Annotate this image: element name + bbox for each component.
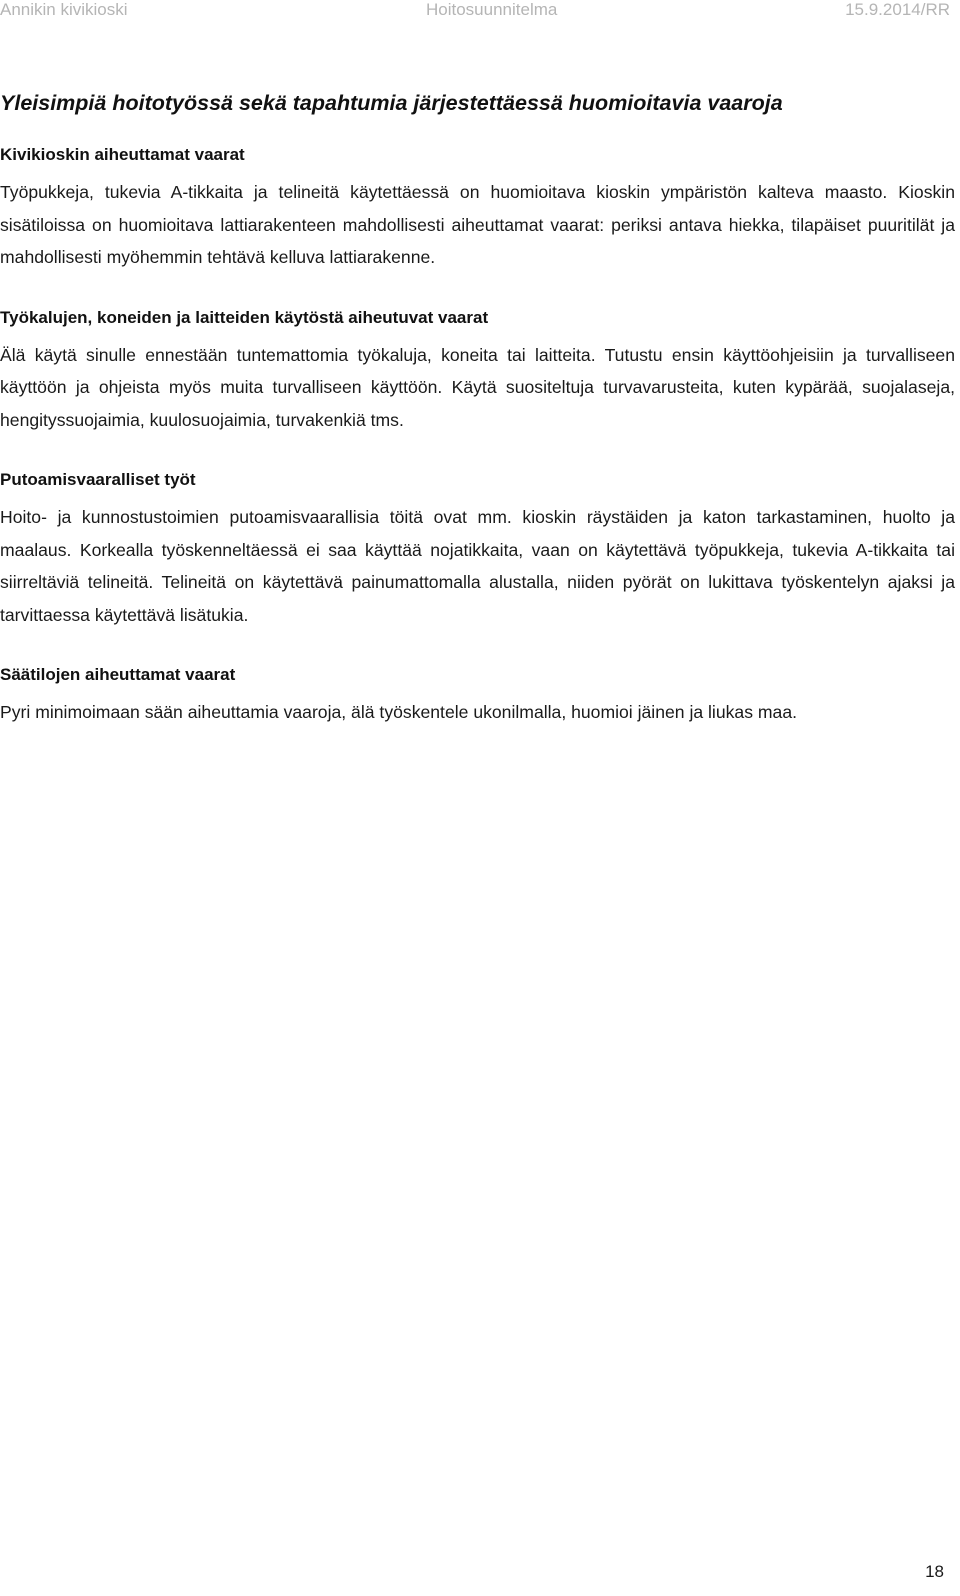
header-document-title: Hoitosuunnitelma [426, 0, 558, 19]
page-number: 18 [925, 1562, 944, 1581]
document-body [0, 86, 955, 760]
section-weather-hazards [0, 662, 955, 729]
section-heading: Säätilojen aiheuttamat vaarat [0, 665, 236, 684]
section-paragraph: Älä käytä sinulle ennestään tuntemattomia työkaluja, koneita tai laitteita. Tutustu ensin käyttöohjeisiin ja turvalliseen käyttöön ja ohjeista myös muita turvalliseen käyttöön. Käytä suositeltuja turvavarusteita, kuten kypärää, suojalaseja, hengityssuojaimia, kuulosuojaimia, turvakenkiä tms. [0, 344, 955, 430]
section-heading: Kivikioskin aiheuttamat vaarat [0, 145, 245, 164]
section-paragraph: Hoito- ja kunnostustoimien putoamisvaarallisia töitä ovat mm. kioskin räystäiden ja katon tarkastaminen, huolto ja maalaus. Korkealla työskenneltäessä ei saa käyttää nojatikkaita, vaan on käytettävä työpukkeja, tukevia A-tikkaita tai siirreltäviä telineitä. Telineitä on käytettävä painumattomalla alustalla, niiden pyörät on lukittava työskentelyn ajaksi ja tarvittaessa käytettävä lisätukia. [0, 507, 955, 625]
header-date-initials: 15.9.2014/RR [845, 0, 950, 19]
section-tool-hazards [0, 305, 955, 437]
section-paragraph: Pyri minimoimaan sään aiheuttamia vaaroja, älä työskentele ukonilmalla, huomioi jäinen ja liukas maa. [0, 702, 798, 722]
section-heading: Työkalujen, koneiden ja laitteiden käytöstä aiheutuvat vaarat [0, 307, 489, 327]
header-document-owner: Annikin kivikioski [0, 0, 128, 19]
section-fall-hazards [0, 467, 955, 631]
section-kiosk-hazards [0, 142, 955, 274]
section-paragraph: Työpukkeja, tukevia A-tikkaita ja telineitä käytettäessä on huomioitava kioskin ympäristön kalteva maasto. Kioskin sisätiloissa on huomioitava lattiarakenteen mahdollisesti aiheuttamat vaarat: periksi antava hiekka, tilapäiset puuritilät ja mahdollisesti myöhemmin tehtävä kelluva lattiarakenne. [0, 182, 955, 267]
section-heading: Putoamisvaaralliset työt [0, 470, 196, 489]
page-header [0, 0, 960, 24]
page-title: Yleisimpiä hoitotyössä sekä tapahtumia järjestettäessä huomioitavia vaaroja [0, 91, 783, 115]
